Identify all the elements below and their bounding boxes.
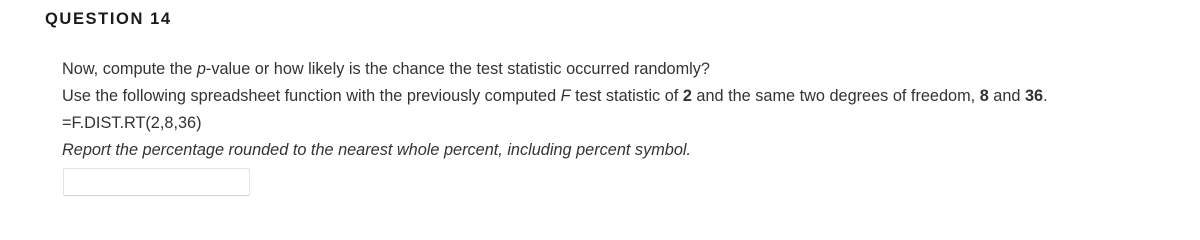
prompt-text-end: -value or how likely is the chance the test statistic occurred randomly? bbox=[205, 60, 710, 78]
test-statistic-value: 2 bbox=[682, 87, 692, 105]
instructions-text-period: . bbox=[1043, 87, 1048, 105]
reporting-instruction: Report the percentage rounded to the nearest whole percent, including percent symbol. bbox=[62, 141, 692, 159]
spreadsheet-formula: =F.DIST.RT(2,8,36) bbox=[62, 114, 202, 132]
instructions-text-and: and bbox=[988, 87, 1025, 105]
question-prompt-line bbox=[62, 56, 1187, 83]
instructions-line bbox=[62, 83, 1187, 110]
question-number-heading: QUESTION 14 bbox=[45, 10, 172, 28]
p-variable: p bbox=[196, 60, 206, 78]
question-body bbox=[62, 56, 1187, 164]
prompt-text-start: Now, compute the bbox=[62, 60, 197, 78]
degrees-of-freedom-2: 36 bbox=[1024, 87, 1044, 105]
answer-input[interactable] bbox=[63, 168, 250, 196]
degrees-of-freedom-1: 8 bbox=[979, 87, 989, 105]
instructions-text-mid: test statistic of bbox=[570, 87, 683, 105]
instructions-text-dof: and the same two degrees of freedom, bbox=[691, 87, 980, 105]
instructions-text-start: Use the following spreadsheet function with the previously computed bbox=[62, 87, 561, 105]
f-variable: F bbox=[560, 87, 571, 105]
